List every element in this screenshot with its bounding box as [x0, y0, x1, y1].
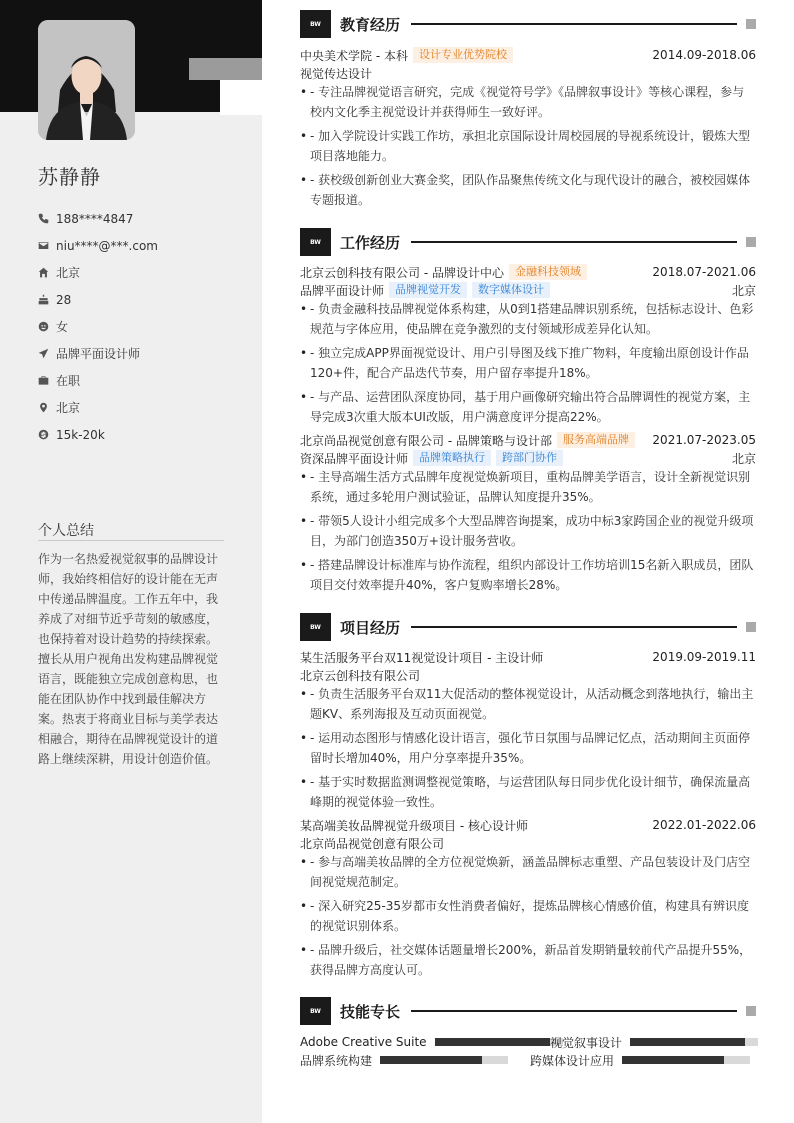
- job-bullets: [300, 467, 756, 599]
- list-item: • - 负责金融科技品牌视觉体系构建，从0到1搭建品牌识别系统，包括标志设计、色彩规范与字体应用，使品牌在竞争激烈的支付领域形成差异化认知。: [300, 299, 756, 339]
- major-row: [300, 64, 756, 82]
- company-name: 北京尚品视觉创意有限公司 - 品牌策略与设计部: [300, 433, 552, 448]
- info-email: [38, 232, 248, 259]
- skill-item: [300, 1052, 508, 1068]
- education-title: 教育经历: [340, 15, 401, 34]
- section-divider: [411, 241, 737, 243]
- school-name: 中央美术学院 - 本科: [300, 48, 408, 63]
- list-item: • - 与产品、运营团队深度协同，基于用户画像研究输出符合品牌调性的视觉方案，主导完成3次重大版本UI改版，用户满意度评分提高22%。: [300, 387, 756, 427]
- info-location: [38, 259, 248, 286]
- job-date: 2021.07-2023.05: [652, 433, 756, 447]
- home-icon: [38, 267, 49, 278]
- candidate-name: 苏静静: [38, 165, 101, 189]
- decorative-gray-block: [189, 58, 262, 80]
- job-city: 北京: [731, 283, 756, 298]
- decorative-white-block: [220, 80, 262, 115]
- job-role: 资深品牌平面设计师: [300, 451, 409, 466]
- project-date: 2019.09-2019.11: [652, 650, 756, 664]
- project-bullets: [300, 852, 756, 984]
- role-tag: 品牌视觉开发: [389, 282, 467, 298]
- skills-title: 技能专长: [340, 1002, 401, 1021]
- skill-name: 品牌系统构建: [300, 1053, 373, 1068]
- section-square: [746, 19, 756, 29]
- money-icon: [38, 429, 49, 440]
- job-role: 品牌平面设计师: [300, 283, 385, 298]
- skill-bar: [380, 1056, 508, 1064]
- section-badge: BW: [300, 997, 331, 1025]
- target-city-text: 北京: [56, 401, 81, 415]
- work-section-header: [300, 228, 756, 256]
- contact-info-list: [38, 205, 248, 448]
- section-square: [746, 237, 756, 247]
- project-name: 某生活服务平台双11视觉设计项目 - 主设计师: [300, 650, 544, 665]
- skills-section-header: [300, 997, 756, 1025]
- avatar: [38, 20, 135, 140]
- list-item: • - 主导高端生活方式品牌年度视觉焕新项目，重构品牌美学语言，设计全新视觉识别系统，通过多轮用户测试验证，品牌认知度提升35%。: [300, 467, 756, 507]
- project-name-row: [300, 816, 756, 834]
- section-badge: BW: [300, 613, 331, 641]
- info-gender: [38, 313, 248, 340]
- info-target-job: [38, 340, 248, 367]
- list-item: • - 基于实时数据监测调整视觉策略，与运营团队每日同步优化设计细节，确保流量高峰期的视觉体验一致性。: [300, 772, 756, 812]
- briefcase-icon: [38, 375, 49, 386]
- project-name-row: [300, 648, 756, 666]
- cake-icon: [38, 294, 49, 305]
- skill-bar-fill: [622, 1056, 724, 1064]
- target-job-text: 品牌平面设计师: [56, 347, 141, 361]
- section-square: [746, 1006, 756, 1016]
- email-text: niu****@***.com: [56, 238, 158, 253]
- summary-title: 个人总结: [38, 523, 94, 539]
- skill-name: 跨媒体设计应用: [530, 1053, 615, 1068]
- list-item: • - 加入学院设计实践工作坊，承担北京国际设计周校园展的导视系统设计，锻炼大型项目落地能力。: [300, 126, 756, 166]
- project-company-row: [300, 834, 756, 852]
- list-item: • - 负责生活服务平台双11大促活动的整体视觉设计，从活动概念到落地执行，输出主题KV、系列海报及互动页面视觉。: [300, 684, 756, 724]
- skill-bar-fill: [380, 1056, 482, 1064]
- list-item: • - 搭建品牌设计标准库与协作流程，组织内部设计工作坊培训15名新入职成员，团队项目交付效率提升40%，客户复购率增长28%。: [300, 555, 756, 595]
- skill-item: [300, 1034, 563, 1050]
- salary-text: 15k-20k: [56, 427, 105, 442]
- project-title: 项目经历: [340, 618, 401, 637]
- location-text: 北京: [56, 266, 81, 280]
- role-tag: 跨部门协作: [496, 450, 563, 466]
- job-company-row: [300, 431, 756, 449]
- job-city: 北京: [731, 451, 756, 466]
- project-date: 2022.01-2022.06: [652, 818, 756, 832]
- project-bullets: [300, 684, 756, 816]
- skill-bar-fill: [630, 1038, 745, 1046]
- education-bullets: [300, 82, 756, 214]
- section-divider: [411, 23, 737, 25]
- job-bullets: [300, 299, 756, 431]
- skill-bar: [435, 1038, 563, 1046]
- role-tag: 品牌策略执行: [413, 450, 491, 466]
- project-company-row: [300, 666, 756, 684]
- skill-bar-fill: [435, 1038, 550, 1046]
- age-text: 28: [56, 292, 72, 307]
- company-name: 北京云创科技有限公司 - 品牌设计中心: [300, 265, 504, 280]
- list-item: • - 专注品牌视觉语言研究，完成《视觉符号学》《品牌叙事设计》等核心课程，参与校内文化季主视觉设计并获得师生一致好评。: [300, 82, 756, 122]
- job-date: 2018.07-2021.06: [652, 265, 756, 279]
- work-title: 工作经历: [340, 233, 401, 252]
- company-tag: 服务高端品牌: [557, 432, 635, 448]
- section-square: [746, 622, 756, 632]
- skill-bar: [622, 1056, 750, 1064]
- skill-name: Adobe Creative Suite: [300, 1035, 427, 1049]
- job-role-row: [300, 281, 756, 299]
- info-target-city: [38, 394, 248, 421]
- phone-text: 188****4847: [56, 211, 134, 226]
- list-item: • - 品牌升级后，社交媒体话题量增长200%，新品首发期销量较前代产品提升55%，获得品牌方高度认可。: [300, 940, 756, 980]
- company-tag: 金融科技领域: [509, 264, 587, 280]
- phone-icon: [38, 213, 49, 224]
- list-item: • - 参与高端美妆品牌的全方位视觉焕新，涵盖品牌标志重塑、产品包装设计及门店空间视觉规范制定。: [300, 852, 756, 892]
- project-section-header: [300, 613, 756, 641]
- role-tag: 数字媒体设计: [472, 282, 550, 298]
- education-date: 2014.09-2018.06: [652, 48, 756, 62]
- section-badge: BW: [300, 228, 331, 256]
- list-item: • - 深入研究25-35岁都市女性消费者偏好，提炼品牌核心情感价值，构建具有辨识度的视觉识别体系。: [300, 896, 756, 936]
- job-company-row: [300, 263, 756, 281]
- mail-icon: [38, 240, 49, 251]
- job-role-row: [300, 449, 756, 467]
- section-badge: BW: [300, 10, 331, 38]
- list-item: • - 独立完成APP界面视觉设计、用户引导图及线下推广物料，年度输出原创设计作品120+件，配合产品迭代节奏，用户留存率提升18%。: [300, 343, 756, 383]
- smile-icon: [38, 321, 49, 332]
- summary-text: 作为一名热爱视觉叙事的品牌设计师，我始终相信好的设计能在无声中传递品牌温度。工作五年中，我养成了对细节近乎苛刻的敏感度，也保持着对设计趋势的持续探索。擅长从用户视角出发构建品牌视觉语言，既能独立完成创意构思，也能在团队协作中找到最佳解决方案。热衷于将商业目标与美学表达相融合，期待在品牌视觉设计的道路上继续深耕，用设计创造价值。: [38, 552, 219, 766]
- major-name: 视觉传达设计: [300, 66, 373, 81]
- education-row: [300, 46, 756, 64]
- school-tag: 设计专业优势院校: [413, 47, 513, 63]
- section-divider: [411, 1010, 737, 1012]
- section-divider: [411, 626, 737, 628]
- skill-item: [550, 1034, 758, 1050]
- project-company: 北京云创科技有限公司: [300, 668, 421, 683]
- location-pin-icon: [38, 402, 49, 413]
- info-age: [38, 286, 248, 313]
- status-text: 在职: [56, 374, 81, 388]
- skill-item: [530, 1052, 750, 1068]
- skill-name: 视觉叙事设计: [550, 1035, 623, 1050]
- gender-text: 女: [56, 320, 69, 334]
- info-status: [38, 367, 248, 394]
- skill-bar: [630, 1038, 758, 1046]
- list-item: • - 运用动态图形与情感化设计语言，强化节日氛围与品牌记忆点，活动期间主页面停留时长增加40%，用户分享率提升35%。: [300, 728, 756, 768]
- education-section-header: [300, 10, 756, 38]
- project-name: 某高端美妆品牌视觉升级项目 - 核心设计师: [300, 818, 528, 833]
- list-item: • - 带领5人设计小组完成多个大型品牌咨询提案，成功中标3家跨国企业的视觉升级项目，为部门创造350万+设计服务营收。: [300, 511, 756, 551]
- list-item: • - 获校级创新创业大赛金奖，团队作品聚焦传统文化与现代设计的融合，被校园媒体专题报道。: [300, 170, 756, 210]
- send-icon: [38, 348, 49, 359]
- summary-divider: [38, 540, 224, 541]
- info-phone: [38, 205, 248, 232]
- project-company: 北京尚品视觉创意有限公司: [300, 836, 445, 851]
- info-salary: [38, 421, 248, 448]
